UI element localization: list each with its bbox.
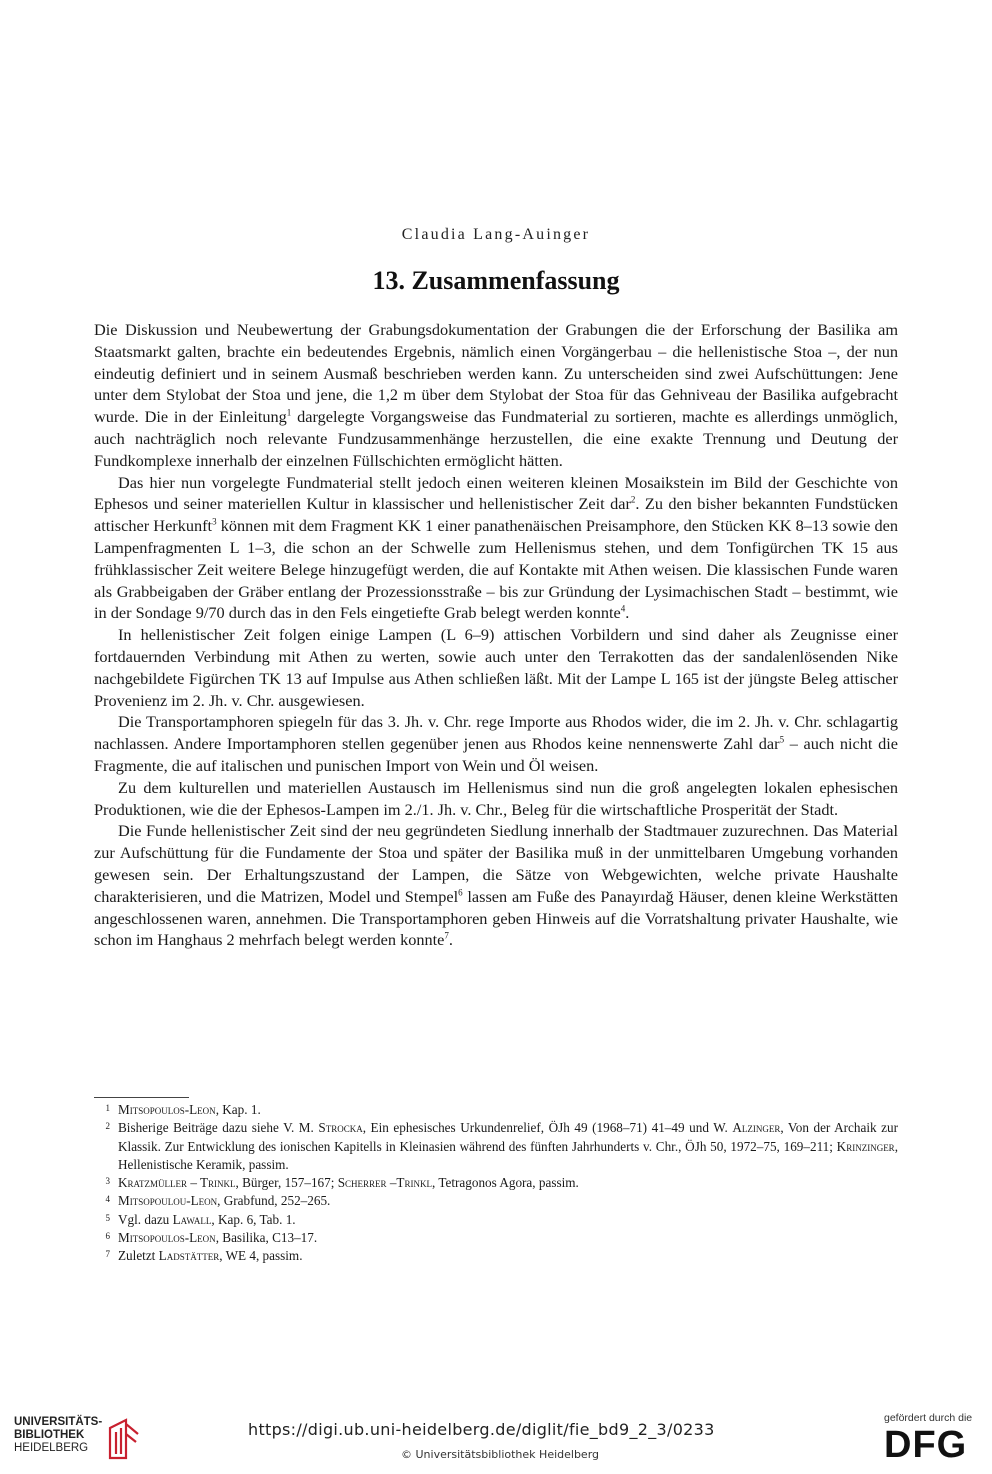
citation-text: , Basilika, C13–17. (215, 1230, 318, 1246)
citation-text: , Von der Archaik zur Klassik. Zur Entwicklung des ionischen Kapitells in Kleinasien während des fünften Jahrhunderts v. Chr., ÖJh 50, 1972–75, 169–211; (118, 1120, 898, 1154)
copyright-notice: © Universitätsbibliothek Heidelberg (401, 1448, 600, 1461)
paragraph-text: In hellenistischer Zeit folgen einige Lampen (L 6–9) attischen Vorbildern und sind daher als Zeugnisse einer fortdauernden Verbindung mit Athen zu werten, sowie auch unter den Terrakotten das der sandalenlösenden Nike nachgebildete Figürchen TK 13 auf Impulse aus Athen schließen läßt. Mit der Lampe L 165 ist der jüngste Beleg attischer Provenienz im 2. Jh. v. Chr. ausgewiesen. (94, 625, 898, 710)
paragraph-text: . (625, 603, 630, 623)
footnote-text (118, 1229, 898, 1247)
citation-text: Bisherige Beiträge dazu siehe V. M. (118, 1120, 319, 1136)
citation-text: Zuletzt (118, 1248, 159, 1264)
footnote-6 (94, 1229, 898, 1247)
citation-text: , WE 4, passim. (219, 1248, 303, 1264)
author-name: Ladstätter (158, 1248, 220, 1264)
footnote-number: 6 (105, 1231, 110, 1242)
author-line: Claudia Lang-Auinger (401, 226, 591, 243)
footnote-text (118, 1247, 898, 1265)
footnotes (94, 1101, 898, 1266)
paragraph-4 (94, 711, 898, 776)
citation-text: , Kap. 6, Tab. 1. (211, 1211, 296, 1227)
author-name: Lawall (172, 1211, 212, 1227)
paragraph-text: . (448, 930, 453, 950)
paragraph-text: – auch nicht die Fragmente, die auf italischen und punischen Import von Wein und Öl weisen. (94, 734, 898, 775)
library-name (14, 1416, 102, 1455)
footnote-ref[interactable]: 6 (458, 887, 463, 898)
page-footer (0, 1400, 992, 1474)
paragraph-6 (94, 820, 898, 951)
footnote-4 (94, 1192, 898, 1210)
footnote-7 (94, 1247, 898, 1265)
funding-label: gefördert durch die (884, 1412, 973, 1424)
footnote-text (118, 1119, 898, 1174)
citation-text: , Bürger, 157–167; (235, 1175, 338, 1191)
paragraph-text: . Zu den bisher bekannten Fundstücken attischer Herkunft (94, 494, 898, 536)
chapter-title: 13. Zusammenfassung (372, 266, 620, 295)
footnote-text (118, 1211, 898, 1229)
paragraph-3 (94, 624, 898, 711)
paragraph-text: Zu dem kulturellen und materiellen Austausch im Hellenismus sind nun die groß angelegten lokalen ephesischen Produktionen, wie die der Ephesos-Lampen im 2./1. Jh. v. Chr., Beleg für die wirtschaftliche Prosperität der Stadt. (94, 777, 898, 819)
footnote-number: 7 (105, 1249, 110, 1260)
paragraph-5 (94, 777, 898, 821)
author-name: Scherrer –Trinkl (337, 1175, 432, 1191)
paragraph-text: Das hier nun vorgelegte Fundmaterial stellt jedoch einen weiteren kleinen Mosaikstein im Bild der Geschichte von Ephesos und seiner materiellen Kultur in klassischer und hellenistischer Zeit dar (94, 472, 898, 514)
source-url[interactable]: https://digi.ub.uni-heidelberg.de/diglit/fie_bd9_2_3/0233 (248, 1420, 715, 1439)
library-name-line: BIBLIOTHEK (14, 1429, 85, 1441)
paragraph-1 (94, 319, 898, 472)
paragraph-text: Die Funde hellenistischer Zeit sind der neu gegründeten Siedlung innerhalb der Stadtmauer zuzurechnen. Das Material zur Aufschüttung für die Fundamente der Stoa und später der Basilika muß in der unmittelbaren Umgebung vorhanden gewesen sein. Der Erhaltungszustand der Lampen, die Sätze von Webgewichten, welche private Haushalte charakterisieren, und die Matrizen, Model und Stempel (94, 821, 898, 906)
author-name: Strocka (318, 1120, 363, 1136)
footnote-2 (94, 1119, 898, 1174)
footnote-text (118, 1101, 898, 1119)
paragraph-text: dargelegte Vorgangsweise das Fundmaterial zu sortieren, machte es allerdings unmöglich, auch nachträglich noch relevante Fundzusammenhänge herzustellen, die eine exakte Trennung und Deutung der Fundkomplexe innerhalb der einzelnen Füllschichten ermöglicht hätten. (94, 407, 898, 470)
paragraph-text: Die Diskussion und Neubewertung der Grabungsdokumentation der Grabungen die der Erforschung der Basilika am Staatsmarkt galten, brachte ein bedeutendes Ergebnis, nämlich einen Vorgängerbau – die hellenistische Stoa –, der nun eindeutig definiert und in seinem Ausmaß beschrieben werden kann. Zu unterscheiden sind zwei Aufschüttungen: Jene unter dem Stylobat der Stoa und jene, die 1,2 m über dem Stylobat der Stoa für das Gehniveau der Basilika aufgebracht wurde. Die in der Einleitung (94, 320, 898, 427)
citation-text: Vgl. dazu (118, 1211, 173, 1227)
citation-text: , Kap. 1. (215, 1102, 261, 1117)
footnote-3 (94, 1174, 898, 1192)
author-name: Kratzmüller – Trinkl (118, 1175, 236, 1191)
dfg-logo[interactable]: DFG (884, 1424, 968, 1466)
footnote-number: 5 (105, 1212, 110, 1223)
paragraph-text: lassen am Fuße des Panayırdağ Häuser, denen kleine Werkstätten angeschlossenen waren, annehmen. Die Transportamphoren geben Hinweis auf die Vorratshaltung privater Haushalte, wie schon im Hanghaus 2 mehrfach belegt werden konnte (94, 886, 898, 950)
author-name: Mitsopoulos-Leon (118, 1102, 216, 1117)
footnote-5 (94, 1211, 898, 1229)
paragraph-text: können mit dem Fragment KK 1 einer panathenäischen Preisamphore, den Stücken KK 8–13 sowie den Lampenfragmenten L 1–3, die schon an der Schwelle zum Hellenismus stehen, und dem Tonfigürchen TK 15 aus frühklassischer Zeit weitere Belege hinzugefügt werden, die auf Kontakte mit Athen weisen. Die klassischen Funde waren als Grabbeigaben der Gräber entlang der Prozessionsstraße – bis zur Gründung der Lysimachischen Stadt – bestimmt, wie in der Sondage 9/70 durch das in den Fels eingetiefte Grab belegt werden konnte (94, 516, 898, 623)
university-library-logo[interactable] (14, 1414, 144, 1464)
footnote-ref[interactable]: 7 (444, 930, 449, 941)
footnote-ref[interactable]: 2 (630, 494, 636, 505)
author-name: Mitsopoulou-Leon (118, 1193, 218, 1209)
citation-text: , Tetragonos Agora, passim. (432, 1175, 579, 1191)
author-name: Krinzinger (836, 1138, 895, 1154)
paragraph-text: Die Transportamphoren spiegeln für das 3. Jh. v. Chr. rege Importe aus Rhodos wider, die im 2. Jh. v. Chr. schlagartig nachlassen. Andere Importamphoren stellen gegenüber jenen aus Rhodos keine nennenswerte Zahl dar (94, 712, 898, 754)
library-name-line: UNIVERSITÄTS- (14, 1416, 103, 1428)
paragraph-2 (94, 472, 898, 625)
citation-text: , Grabfund, 252–265. (217, 1193, 331, 1209)
footnote-number: 4 (105, 1194, 110, 1205)
footnote-number: 2 (105, 1121, 110, 1132)
funder-block (880, 1410, 980, 1466)
footnote-ref[interactable]: 1 (286, 407, 292, 418)
author-name: Alzinger (732, 1120, 781, 1136)
footnote-ref[interactable]: 5 (779, 734, 785, 745)
footnote-ref[interactable]: 4 (620, 603, 626, 614)
footnote-number: 3 (105, 1176, 110, 1187)
footnote-text (118, 1192, 898, 1210)
library-name-line: HEIDELBERG (14, 1442, 89, 1454)
footnote-ref[interactable]: 3 (212, 516, 217, 527)
main-text (94, 319, 898, 951)
library-emblem-icon (104, 1414, 144, 1462)
footnote-divider (94, 1097, 189, 1098)
citation-text: , Hellenistische Keramik, passim. (118, 1138, 898, 1172)
author-name: Mitsopoulos-Leon (118, 1230, 216, 1246)
citation-text: , Ein ephesisches Urkundenrelief, ÖJh 49 (1968–71) 41–49 und W. (362, 1120, 733, 1136)
footnote-number: 1 (105, 1103, 110, 1113)
footnote-text (118, 1174, 898, 1192)
footnote-1 (94, 1101, 898, 1119)
